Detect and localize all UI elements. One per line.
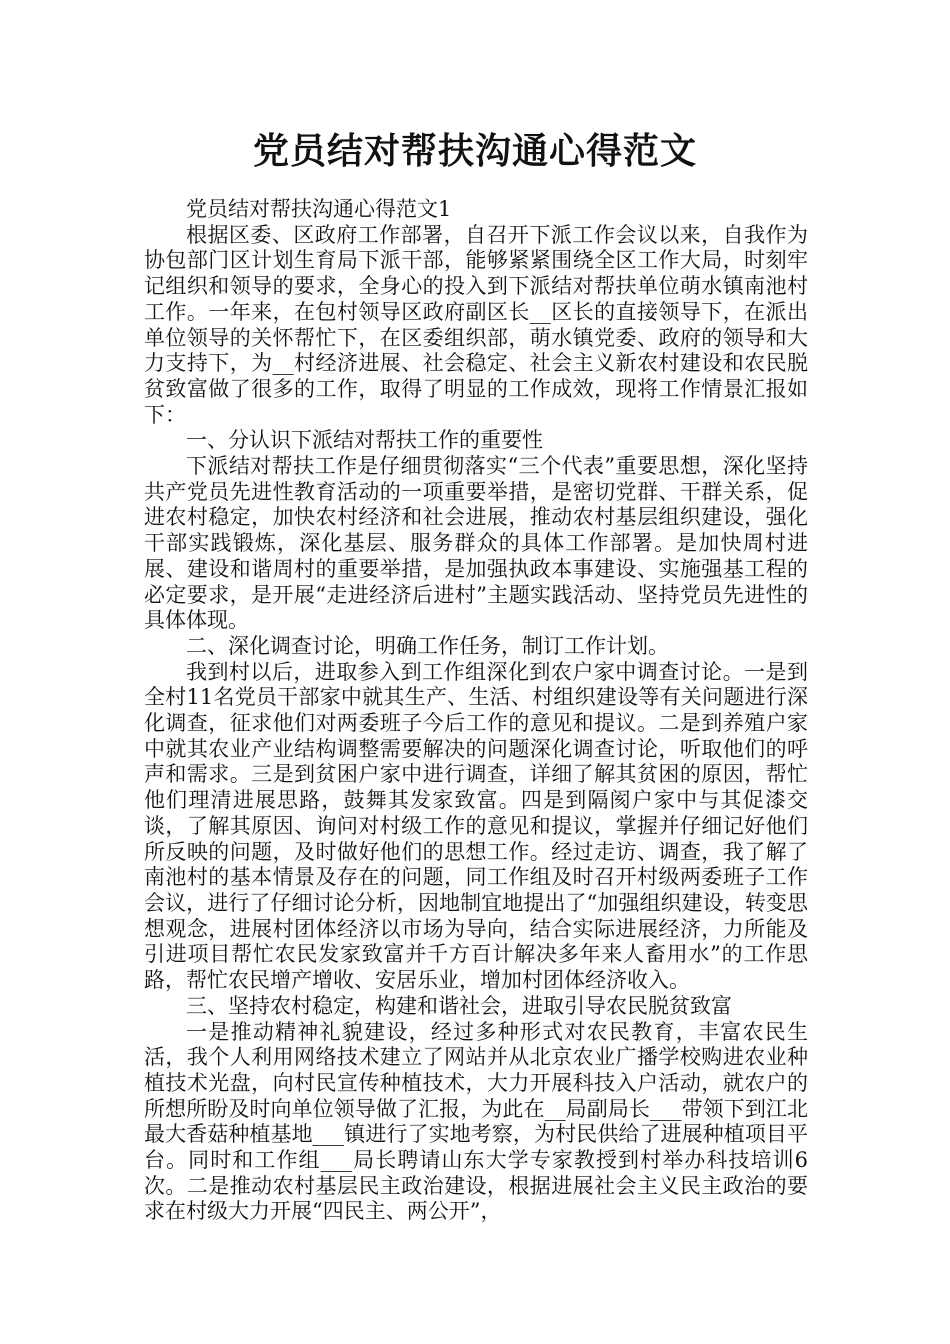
paragraph-subtitle: 党员结对帮扶沟通心得范文1 (186, 197, 452, 221)
section-heading-3: 三、坚持农村稳定，构建和谐社会，进取引导农民脱贫致富 (186, 993, 732, 1018)
paragraph-section-2: 我到村以后，进取参入到工作组深化到农户家中调查讨论。一是到全村11名党员干部家中就其生产、生活、村组织建设等有关问题进行深化调查，征求他们对两委班子今后工作的意见和提议。二是到养殖户家中就其农业产业结构调整需要解决的问题深化调查讨论，听取他们的呼声和需求。三是到贫困户家中进行调查，详细了解其贫困的原因，帮忙他们理清进展思路，鼓舞其发家致富。四是到隔阂户家中与其促漆交谈，了解其原因、询问对村级工作的意见和提议，掌握并仔细记好他们所反映的问题，及时做好他们的思想工作。经过走访、调查，我了解了南池村的基本情景及存在的问题，同工作组及时召开村级两委班子工作会议，进行了仔细讨论分析，因地制宜地提出了“加强组织建设，转变思想观念，进展村团体经济以市场为导向，结合实际进展经济，力所能及引进项目帮忙农民发家致富并千方百计解决多年来人畜用水”的工作思路，帮忙农民增产增收、安居乐业，增加村团体经济收入。 (144, 659, 808, 993)
section-heading-2: 二、深化调查讨论，明确工作任务，制订工作计划。 (186, 633, 669, 658)
document-body (144, 197, 808, 1225)
document-title: 党员结对帮扶沟通心得范文 (252, 131, 697, 172)
paragraph-section-3: 一是推动精神礼貌建设，经过多种形式对农民教育，丰富农民生活，我个人利用网络技术建立了网站并从北京农业广播学校购进农业种植技术光盘，向村民宣传种植技术，大力开展科技入户活动，就农户的所想所盼及时向单位领导做了汇报，为此在__局副局长___带领下到江北最大香菇种植基地___镇进行了实地考察，为村民供给了进展种植项目平台。同时和工作组___局长聘请山东大学专家教授到村举办科技培训6次。二是推动农村基层民主政治建设，根据进展社会主义民主政治的要求在村级大力开展“四民主、两公开”， (144, 1019, 808, 1224)
paragraph-intro: 根据区委、区政府工作部署，自召开下派工作会议以来，自我作为协包部门区计划生育局下派干部，能够紧紧围绕全区工作大局，时刻牢记组织和领导的要求，全身心的投入到下派结对帮扶单位萌水镇南池村工作。一年来，在包村领导区政府副区长__区长的直接领导下，在派出单位领导的关怀帮忙下，在区委组织部，萌水镇党委、政府的领导和大力支持下，为__村经济进展、社会稳定、社会主义新农村建设和农民脱贫致富做了很多的工作，取得了明显的工作成效，现将工作情景汇报如下： (144, 222, 808, 427)
section-heading-1: 一、分认识下派结对帮扶工作的重要性 (186, 428, 543, 453)
paragraph-section-1: 下派结对帮扶工作是仔细贯彻落实“三个代表”重要思想，深化坚持共产党员先进性教育活动的一项重要举措，是密切党群、干群关系，促进农村稳定，加快农村经济和社会进展，推动农村基层组织建设，强化干部实践锻炼，深化基层、服务群众的具体工作部署。是加快周村进展、建设和谐周村的重要举措，是加强执政本事建设、实施强基工程的必定要求，是开展“走进经济后进村”主题实践活动、坚持党员先进性的具体体现。 (144, 454, 808, 633)
